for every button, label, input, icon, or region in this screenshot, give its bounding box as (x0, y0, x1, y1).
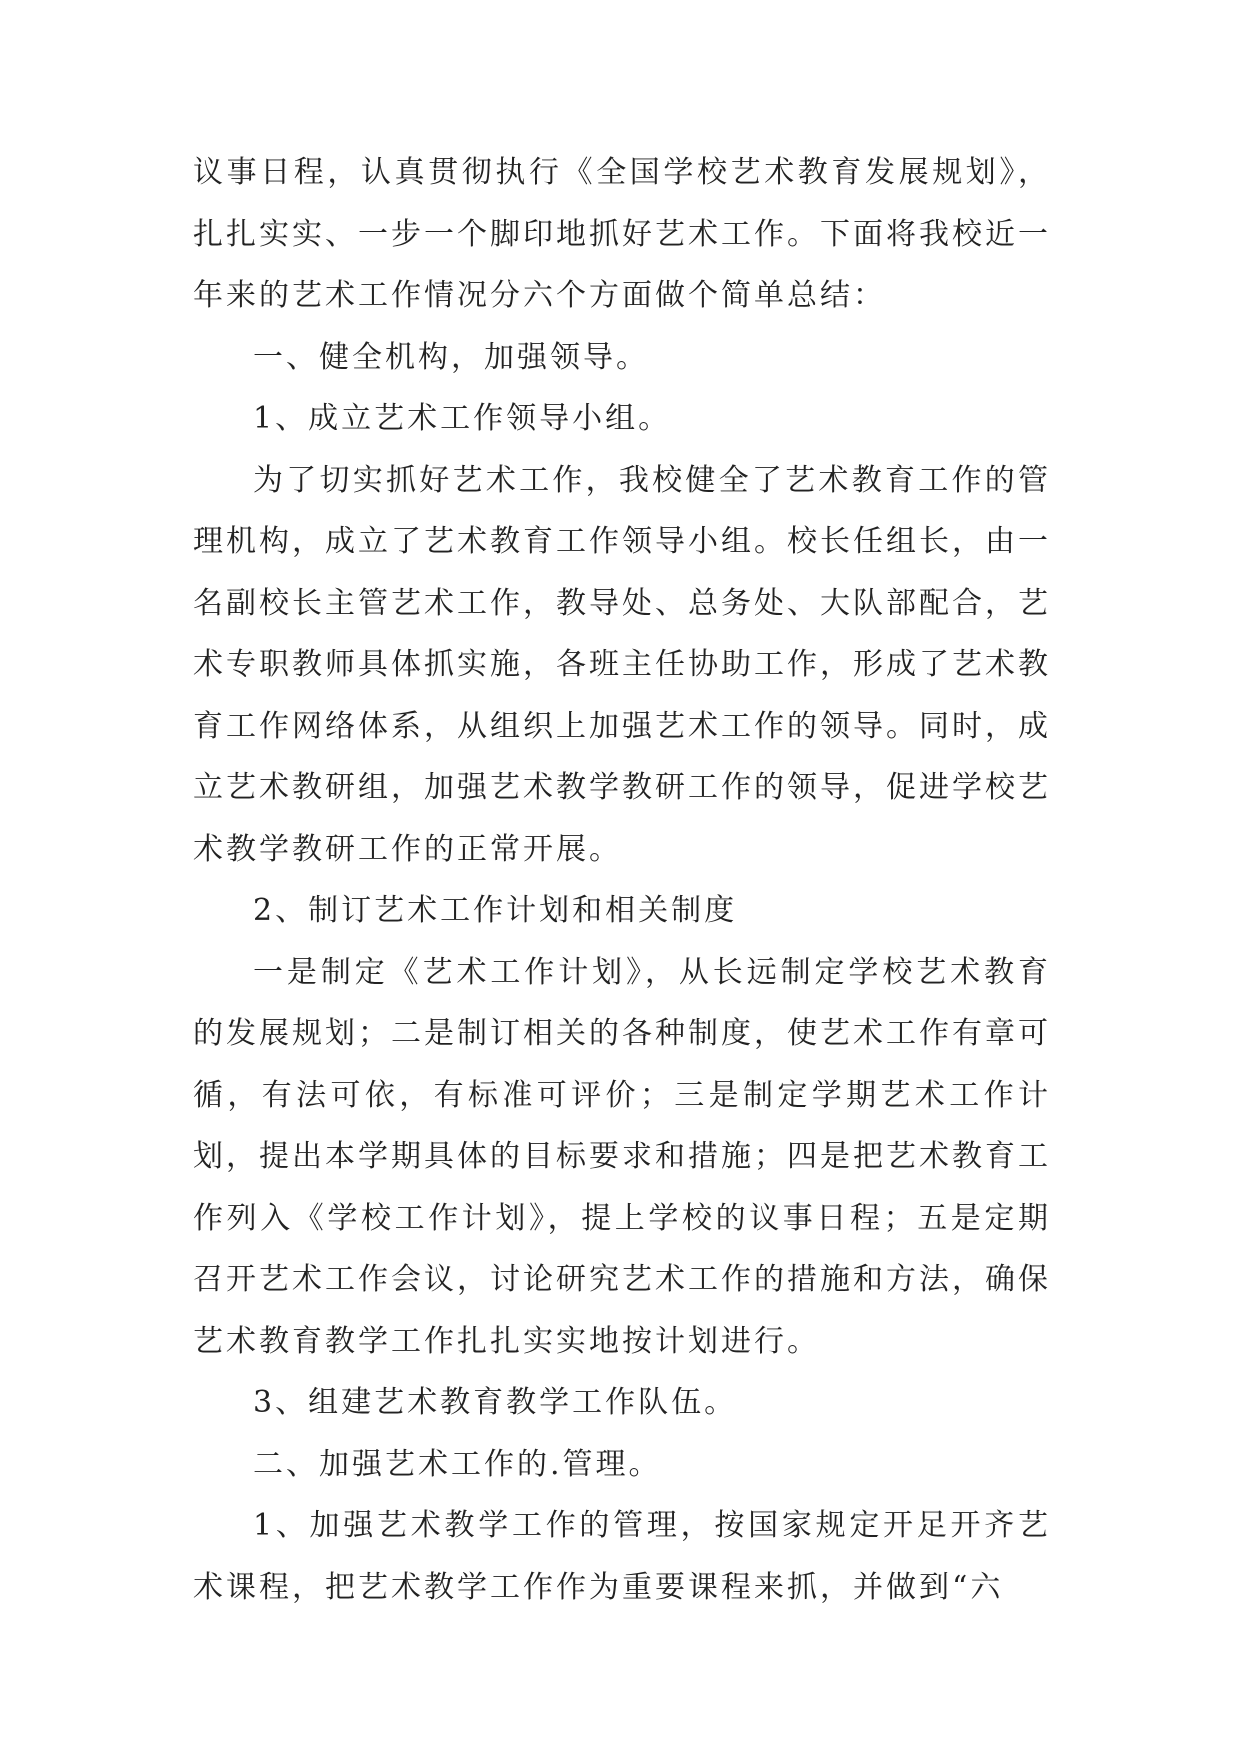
subsection-heading-1-1: 1、成立艺术工作领导小组。 (253, 401, 672, 436)
paragraph: 为了切实抓好艺术工作，我校健全了艺术教育工作的管理机构，成立了艺术教育工作领导小组。校长任组长，由一名副校长主管艺术工作，教导处、总务处、大队部配合，艺术专职教师具体抓实施，各班主任协助工作，形成了艺术教育工作网络体系，从组织上加强艺术工作的领导。同时，成立艺术教研组，加强艺术教学教研工作的领导，促进学校艺术教学教研工作的正常开展。 (193, 462, 1051, 867)
section-heading-1: 一、健全机构，加强领导。 (253, 339, 649, 375)
document-body (193, 142, 1051, 1618)
paragraph: 一是制定《艺术工作计划》，从长远制定学校艺术教育的发展规划；二是制订相关的各种制度，使艺术工作有章可循，有法可依，有标准可评价；三是制定学期艺术工作计划，提出本学期具体的目标要求和措施；四是把艺术教育工作列入《学校工作计划》，提上学校的议事日程；五是定期召开艺术工作会议，讨论研究艺术工作的措施和方法，确保艺术教育教学工作扎扎实实地按计划进行。 (193, 954, 1051, 1359)
paragraph: 1、加强艺术教学工作的管理，按国家规定开足开齐艺术课程，把艺术教学工作作为重要课程来抓，并做到“六 (193, 1508, 1051, 1605)
subsection-heading-1-3: 3、组建艺术教育教学工作队伍。 (253, 1385, 738, 1420)
section-heading-2: 二、加强艺术工作的.管理。 (253, 1446, 662, 1482)
subsection-heading-1-2: 2、制订艺术工作计划和相关制度 (253, 893, 738, 928)
paragraph: 议事日程，认真贯彻执行《全国学校艺术教育发展规划》，扎扎实实、一步一个脚印地抓好艺术工作。下面将我校近一年来的艺术工作情况分六个方面做个简单总结： (193, 155, 1051, 313)
